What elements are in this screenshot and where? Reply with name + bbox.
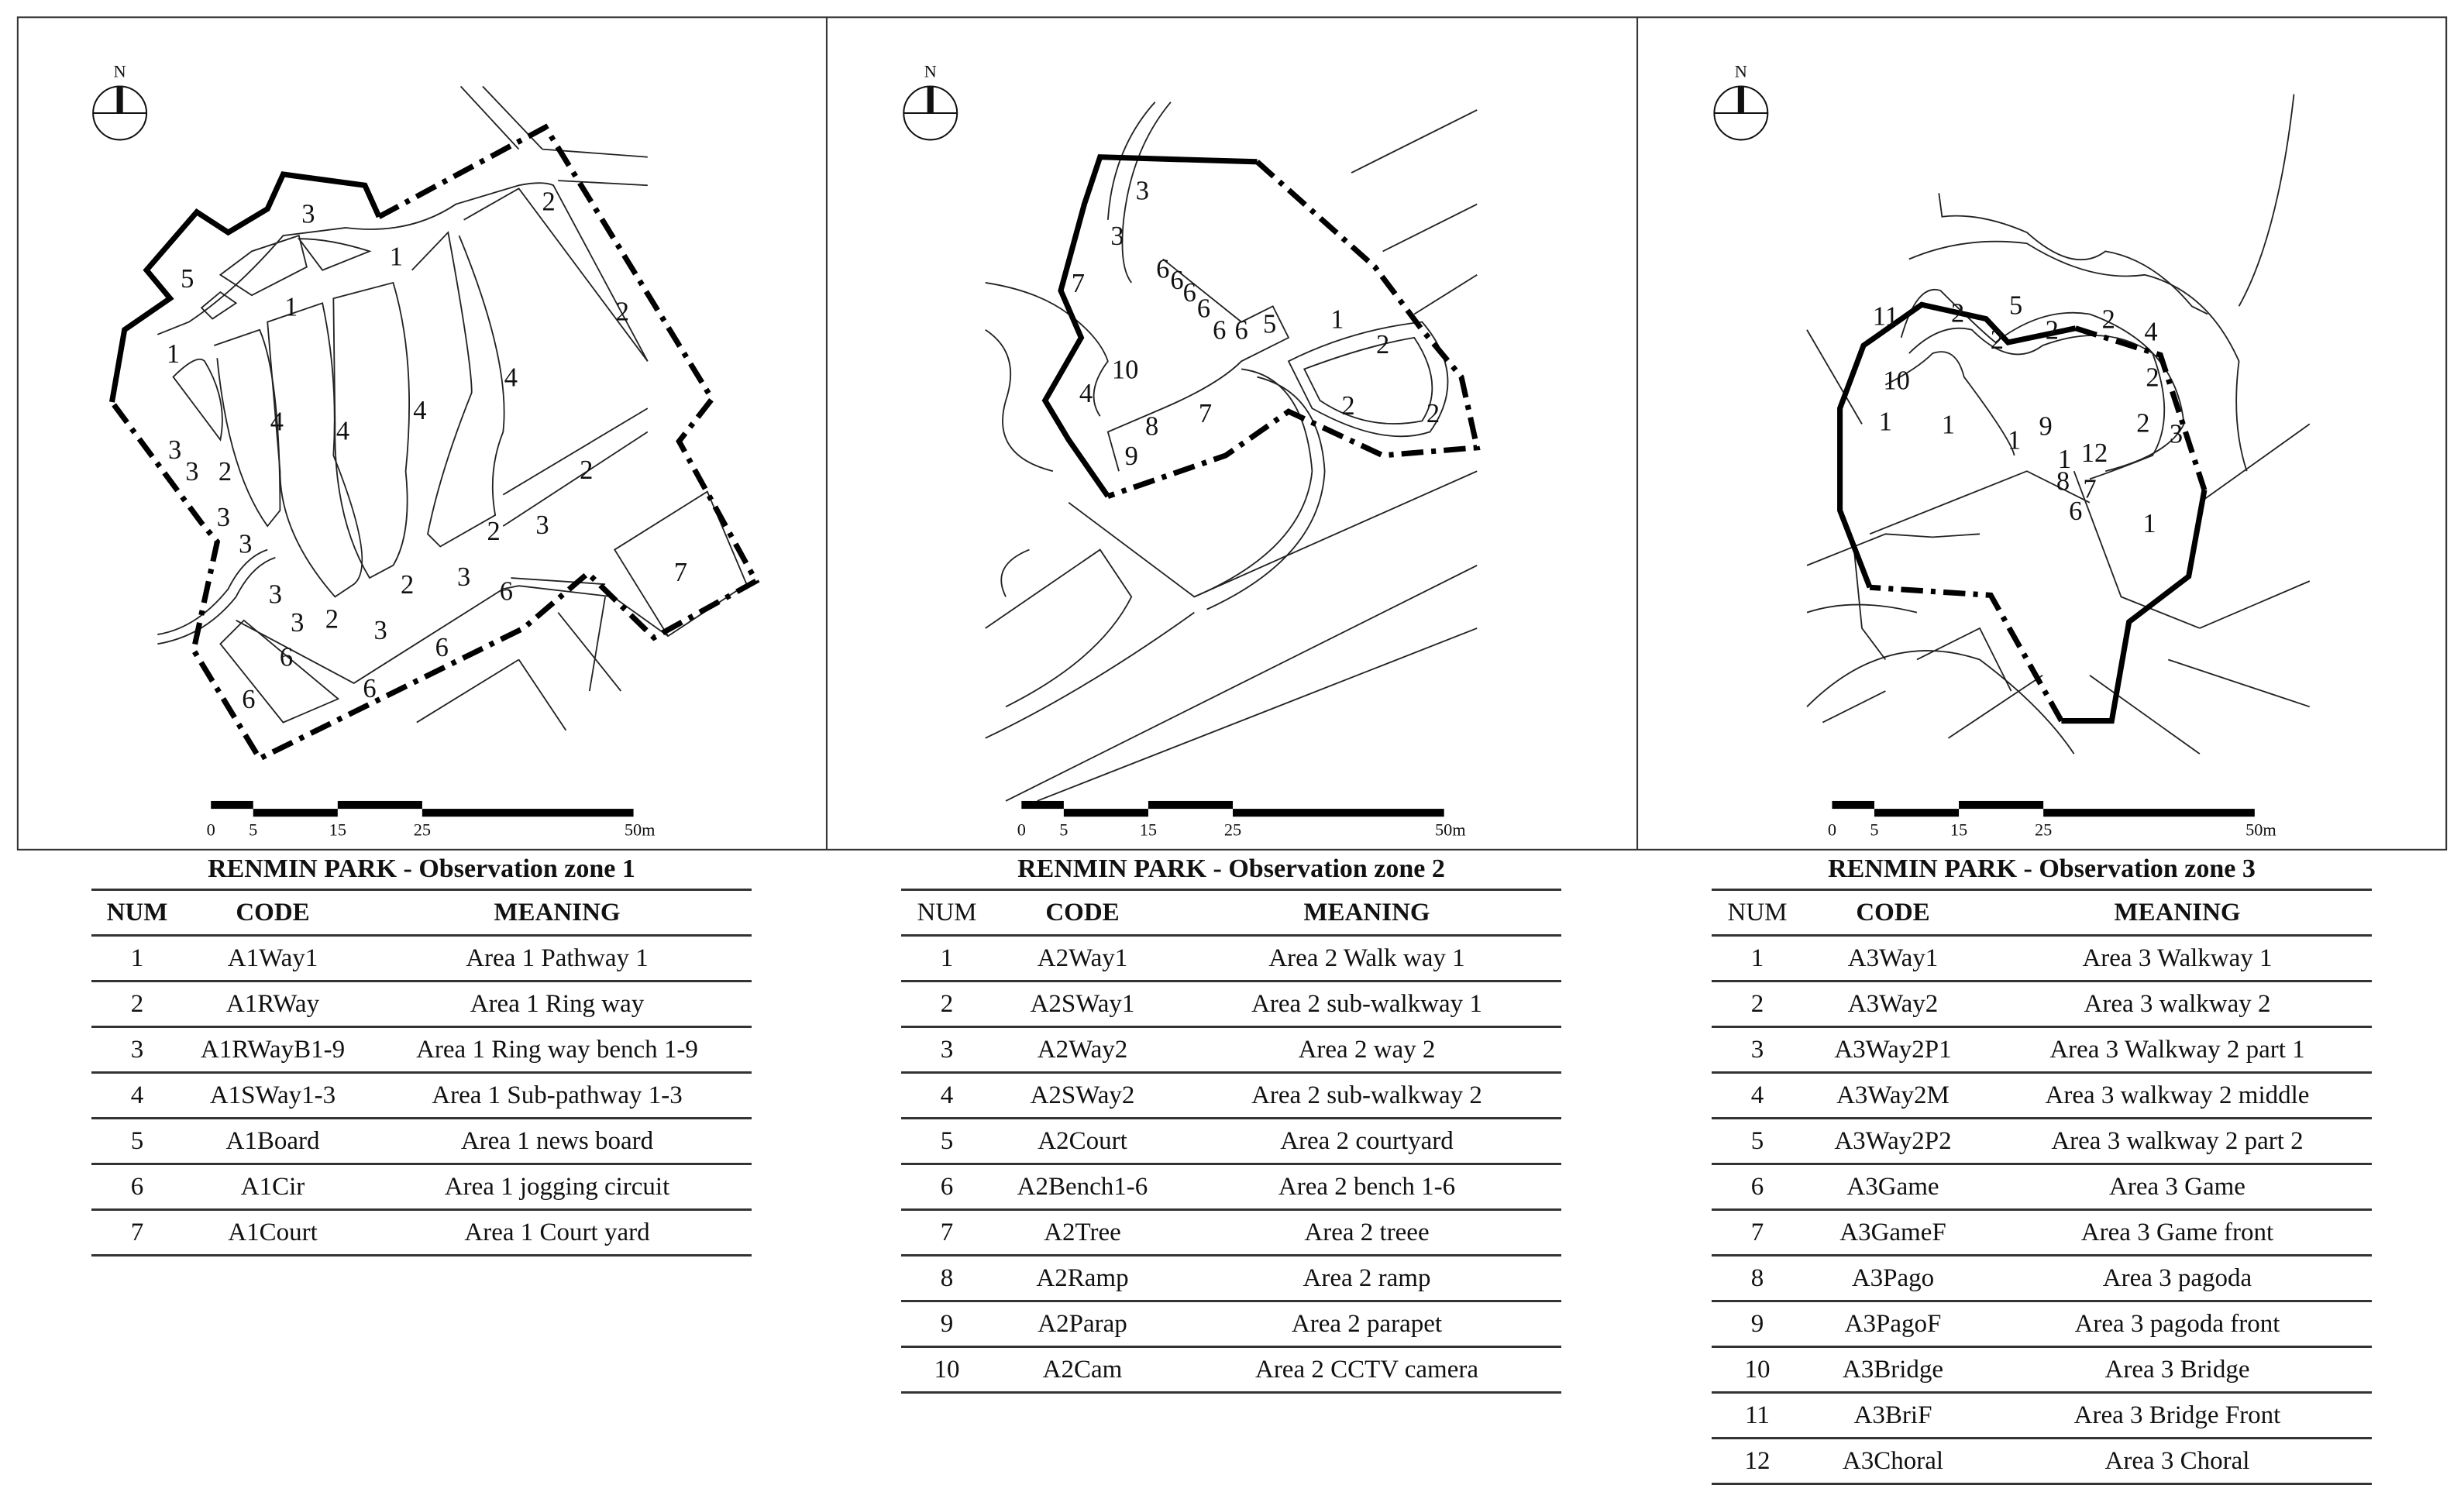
scale-bar-segment — [211, 801, 253, 809]
code-cell: A3GameF — [1803, 1210, 1983, 1256]
table-row — [901, 936, 1561, 981]
map-area-label: 2 — [325, 604, 339, 634]
map-area-label: 6 — [1196, 294, 1211, 324]
map-area-label: 3 — [167, 435, 182, 465]
map-area-label: 6 — [1213, 315, 1227, 345]
map-area-label: 4 — [270, 407, 284, 437]
num-cell: 10 — [901, 1347, 993, 1393]
code-cell: A2Way1 — [993, 936, 1172, 981]
num-cell: 8 — [1712, 1256, 1803, 1301]
scale-bar-segment — [1021, 801, 1064, 809]
num-cell: 6 — [91, 1164, 183, 1210]
num-cell: 2 — [1712, 981, 1803, 1027]
table-row — [91, 981, 752, 1027]
meaning-cell: Area 3 pagoda front — [1983, 1301, 2372, 1347]
north-label: N — [113, 61, 126, 81]
column-header: MEANING — [1172, 890, 1561, 936]
column-header: NUM — [91, 890, 183, 936]
code-cell: A3Way2P2 — [1803, 1119, 1983, 1164]
num-cell: 6 — [901, 1164, 993, 1210]
map-area-label: 5 — [2009, 290, 2023, 321]
table-row — [1712, 1393, 2372, 1439]
code-cell: A2Bench1-6 — [993, 1164, 1172, 1210]
map-area-label: 1 — [166, 339, 181, 370]
scale-bar-segment — [1064, 809, 1148, 816]
num-cell: 1 — [91, 936, 183, 981]
map-area-label: 8 — [1144, 411, 1159, 442]
scale-bar-segment — [2043, 809, 2255, 816]
table-row — [91, 936, 752, 981]
scale-label: 50m — [2245, 820, 2276, 840]
map-area-label: 5 — [1263, 309, 1277, 339]
scale-label: 15 — [1139, 820, 1158, 840]
scale-bar-segment — [1233, 809, 1444, 816]
meaning-cell: Area 2 bench 1-6 — [1172, 1164, 1561, 1210]
map-area-label: 9 — [1124, 441, 1138, 471]
num-cell: 9 — [1712, 1301, 1803, 1347]
num-cell: 1 — [901, 936, 993, 981]
num-cell: 4 — [901, 1073, 993, 1119]
map-area-label: 2 — [542, 187, 556, 217]
map-area-label: 7 — [2083, 474, 2097, 504]
meaning-cell: Area 3 Walkway 2 part 1 — [1983, 1027, 2372, 1073]
map-area-label: 6 — [242, 685, 256, 715]
map-area-label: 12 — [2080, 438, 2108, 468]
meaning-cell: Area 2 sub-walkway 2 — [1172, 1073, 1561, 1119]
map-area-label: 5 — [181, 263, 194, 294]
north-label: N — [1734, 61, 1747, 81]
table-row — [1712, 1119, 2372, 1164]
table-row — [901, 1164, 1561, 1210]
num-cell: 12 — [1712, 1439, 1803, 1484]
map-area-label: 2 — [401, 570, 415, 600]
num-cell: 10 — [1712, 1347, 1803, 1393]
meaning-cell: Area 2 parapet — [1172, 1301, 1561, 1347]
code-cell: A2SWay2 — [993, 1073, 1172, 1119]
code-cell: A3Way2M — [1803, 1073, 1983, 1119]
table-title: RENMIN PARK - Observation zone 2 — [1017, 854, 1445, 883]
table-row — [1712, 936, 2372, 981]
code-cell: A2Ramp — [993, 1256, 1172, 1301]
num-cell: 5 — [1712, 1119, 1803, 1164]
zone1-legend-table — [91, 850, 752, 1257]
meaning-cell: Area 2 sub-walkway 1 — [1172, 981, 1561, 1027]
meaning-cell: Area 3 pagoda — [1983, 1256, 2372, 1301]
map-area-label: 1 — [1941, 410, 1956, 440]
code-cell: A1Board — [183, 1119, 363, 1164]
map-area-label: 9 — [2039, 411, 2053, 442]
code-cell: A1Court — [183, 1210, 363, 1256]
map-area-label: 3 — [239, 529, 253, 559]
map-area-label: 2 — [615, 297, 629, 327]
code-cell: A3BriF — [1803, 1393, 1983, 1439]
num-cell: 9 — [901, 1301, 993, 1347]
num-cell: 11 — [1712, 1393, 1803, 1439]
code-cell: A2Way2 — [993, 1027, 1172, 1073]
scale-label: 5 — [1870, 820, 1879, 840]
meaning-cell: Area 2 CCTV camera — [1172, 1347, 1561, 1393]
map-area-label: 3 — [301, 199, 315, 229]
num-cell: 7 — [91, 1210, 183, 1256]
code-cell: A3Pago — [1803, 1256, 1983, 1301]
column-header: MEANING — [1983, 890, 2372, 936]
table-row — [1712, 1073, 2372, 1119]
map-area-label: 3 — [185, 457, 199, 487]
map-area-label: 1 — [2057, 444, 2072, 474]
scale-bar-segment — [253, 809, 338, 816]
scale-label: 50m — [624, 820, 656, 840]
map-area-label: 3 — [1135, 176, 1150, 206]
map-area-label: 2 — [2146, 363, 2159, 393]
table-row — [91, 1073, 752, 1119]
scale-bar-segment — [338, 801, 422, 809]
map-area-label: 3 — [2169, 419, 2184, 449]
scale-label: 50m — [1434, 820, 1466, 840]
num-cell: 2 — [91, 981, 183, 1027]
code-cell: A2SWay1 — [993, 981, 1172, 1027]
map-area-label: 2 — [2045, 315, 2059, 345]
meaning-cell: Area 3 walkway 2 part 2 — [1983, 1119, 2372, 1164]
column-header: CODE — [1803, 890, 1983, 936]
map-area-label: 3 — [456, 562, 471, 593]
table-row — [901, 1027, 1561, 1073]
meaning-cell: Area 1 Pathway 1 — [363, 936, 752, 981]
table-row — [1712, 1301, 2372, 1347]
map-area-label: 6 — [1156, 254, 1170, 284]
table-row — [1712, 1210, 2372, 1256]
num-cell: 3 — [91, 1027, 183, 1073]
map-area-label: 2 — [1341, 391, 1355, 421]
meaning-cell: Area 1 news board — [363, 1119, 752, 1164]
meaning-cell: Area 1 Court yard — [363, 1210, 752, 1256]
scale-label: 0 — [206, 820, 215, 840]
scale-label: 5 — [1059, 820, 1069, 840]
map-area-label: 4 — [413, 396, 427, 426]
code-cell: A1SWay1-3 — [183, 1073, 363, 1119]
scale-bar-segment — [1874, 809, 1959, 816]
scale-label: 25 — [1223, 820, 1242, 840]
map-area-label: 3 — [291, 607, 305, 638]
column-header: MEANING — [363, 890, 752, 936]
num-cell: 7 — [1712, 1210, 1803, 1256]
map-area-label: 3 — [535, 511, 549, 541]
meaning-cell: Area 2 way 2 — [1172, 1027, 1561, 1073]
map-area-label: 6 — [363, 673, 377, 703]
north-arrow-icon — [93, 87, 146, 140]
map-area-label: 1 — [2142, 509, 2156, 539]
map-area-label: 2 — [1951, 298, 1965, 328]
north-arrow-icon — [1714, 87, 1767, 140]
code-cell: A3PagoF — [1803, 1301, 1983, 1347]
north-arrow-icon — [903, 87, 957, 140]
code-cell: A2Court — [993, 1119, 1172, 1164]
code-cell: A3Way1 — [1803, 936, 1983, 981]
zone1-paths — [157, 87, 746, 731]
table-row — [901, 1301, 1561, 1347]
map-area-label: 3 — [268, 579, 282, 610]
zone2-legend-table — [901, 850, 1561, 1394]
num-cell: 4 — [91, 1073, 183, 1119]
map-area-label: 4 — [504, 363, 518, 393]
scale-bar-segment — [1959, 801, 2043, 809]
north-label: N — [924, 61, 937, 81]
code-cell: A3Choral — [1803, 1439, 1983, 1484]
num-cell: 4 — [1712, 1073, 1803, 1119]
table-row — [1712, 1256, 2372, 1301]
map-area-label: 2 — [1376, 329, 1390, 359]
code-cell: A3Bridge — [1803, 1347, 1983, 1393]
zone2-boundary — [1108, 162, 1477, 497]
code-cell: A2Tree — [993, 1210, 1172, 1256]
scale-bar-segment — [1148, 801, 1233, 809]
map-area-label: 11 — [1872, 301, 1898, 332]
map-area-label: 2 — [2136, 408, 2150, 438]
table-title: RENMIN PARK - Observation zone 3 — [1828, 854, 2256, 883]
table-row — [91, 1164, 752, 1210]
code-cell: A2Cam — [993, 1347, 1172, 1393]
table-row — [1712, 1027, 2372, 1073]
meaning-cell: Area 3 Game — [1983, 1164, 2372, 1210]
map-area-label: 10 — [1883, 366, 1910, 396]
meaning-cell: Area 3 walkway 2 — [1983, 981, 2372, 1027]
scale-label: 5 — [249, 820, 258, 840]
map-area-label: 2 — [487, 517, 501, 547]
map-area-label: 6 — [435, 633, 449, 663]
meaning-cell: Area 2 ramp — [1172, 1256, 1561, 1301]
map-area-label: 4 — [2144, 317, 2158, 347]
map-area-label: 6 — [279, 642, 294, 672]
map-area-label: 3 — [216, 502, 231, 532]
scale-label: 0 — [1017, 820, 1026, 840]
map-area-label: 3 — [1110, 222, 1124, 252]
code-cell: A3Game — [1803, 1164, 1983, 1210]
column-header: CODE — [993, 890, 1172, 936]
table-row — [901, 1119, 1561, 1164]
map-area-label: 1 — [1330, 304, 1344, 335]
map-area-label: 7 — [1198, 399, 1213, 429]
num-cell: 8 — [901, 1256, 993, 1301]
map-area-label: 3 — [373, 615, 387, 645]
map-area-label: 2 — [218, 457, 232, 487]
map-area-label: 2 — [580, 456, 594, 486]
table-row — [1712, 1439, 2372, 1484]
table-row — [901, 981, 1561, 1027]
map-area-label: 2 — [1990, 325, 2004, 355]
zone1-boundary-solid — [112, 174, 379, 402]
meaning-cell: Area 3 Game front — [1983, 1210, 2372, 1256]
scale-label: 25 — [413, 820, 432, 840]
column-header: NUM — [901, 890, 993, 936]
table-row — [91, 1119, 752, 1164]
meaning-cell: Area 1 Ring way — [363, 981, 752, 1027]
num-cell: 7 — [901, 1210, 993, 1256]
map-area-label: 10 — [1111, 355, 1139, 385]
code-cell: A1RWayB1-9 — [183, 1027, 363, 1073]
num-cell: 5 — [91, 1119, 183, 1164]
map-area-label: 2 — [1426, 399, 1440, 429]
code-cell: A3Way2 — [1803, 981, 1983, 1027]
column-header: NUM — [1712, 890, 1803, 936]
map-area-label: 8 — [2056, 466, 2070, 497]
meaning-cell: Area 2 treee — [1172, 1210, 1561, 1256]
table-row — [91, 1027, 752, 1073]
code-cell: A2Parap — [993, 1301, 1172, 1347]
code-cell: A1RWay — [183, 981, 363, 1027]
table-row — [901, 1073, 1561, 1119]
meaning-cell: Area 2 courtyard — [1172, 1119, 1561, 1164]
table-row — [901, 1347, 1561, 1393]
zone3-legend-table — [1712, 850, 2372, 1485]
code-cell: A3Way2P1 — [1803, 1027, 1983, 1073]
table-row — [1712, 981, 2372, 1027]
scale-label: 25 — [2034, 820, 2053, 840]
map-area-label: 6 — [499, 576, 513, 607]
code-cell: A1Way1 — [183, 936, 363, 981]
map-area-label: 6 — [1234, 315, 1248, 345]
map-area-label: 1 — [389, 242, 404, 272]
num-cell: 1 — [1712, 936, 1803, 981]
table-row — [1712, 1164, 2372, 1210]
map-area-label: 4 — [336, 416, 350, 446]
scale-bar-segment — [422, 809, 634, 816]
meaning-cell: Area 3 Choral — [1983, 1439, 2372, 1484]
num-cell: 5 — [901, 1119, 993, 1164]
meaning-cell: Area 1 Sub-pathway 1-3 — [363, 1073, 752, 1119]
map-area-label: 6 — [1182, 278, 1196, 308]
map-area-label: 1 — [1878, 407, 1893, 437]
map-area-label: 7 — [1071, 268, 1085, 298]
map-area-label: 2 — [2101, 304, 2115, 335]
map-area-label: 1 — [2008, 425, 2022, 456]
map-area-label: 4 — [1079, 378, 1093, 408]
table-title: RENMIN PARK - Observation zone 1 — [208, 854, 635, 883]
meaning-cell: Area 3 walkway 2 middle — [1983, 1073, 2372, 1119]
num-cell: 3 — [901, 1027, 993, 1073]
scale-label: 0 — [1827, 820, 1837, 840]
num-cell: 6 — [1712, 1164, 1803, 1210]
map-area-label: 7 — [673, 557, 688, 587]
map-area-label: 6 — [1170, 265, 1184, 295]
scale-label: 15 — [1950, 820, 1968, 840]
code-cell: A1Cir — [183, 1164, 363, 1210]
meaning-cell: Area 3 Walkway 1 — [1983, 936, 2372, 981]
table-row — [91, 1210, 752, 1256]
table-row — [901, 1256, 1561, 1301]
scale-bar-segment — [1832, 801, 1874, 809]
meaning-cell: Area 3 Bridge — [1983, 1347, 2372, 1393]
table-row — [1712, 1347, 2372, 1393]
map-area-label: 1 — [284, 292, 298, 322]
meaning-cell: Area 1 jogging circuit — [363, 1164, 752, 1210]
table-row — [901, 1210, 1561, 1256]
map-area-label: 6 — [2069, 496, 2083, 526]
num-cell: 2 — [901, 981, 993, 1027]
num-cell: 3 — [1712, 1027, 1803, 1073]
meaning-cell: Area 3 Bridge Front — [1983, 1393, 2372, 1439]
meaning-cell: Area 2 Walk way 1 — [1172, 936, 1561, 981]
column-header: CODE — [183, 890, 363, 936]
scale-label: 15 — [329, 820, 346, 840]
meaning-cell: Area 1 Ring way bench 1-9 — [363, 1027, 752, 1073]
